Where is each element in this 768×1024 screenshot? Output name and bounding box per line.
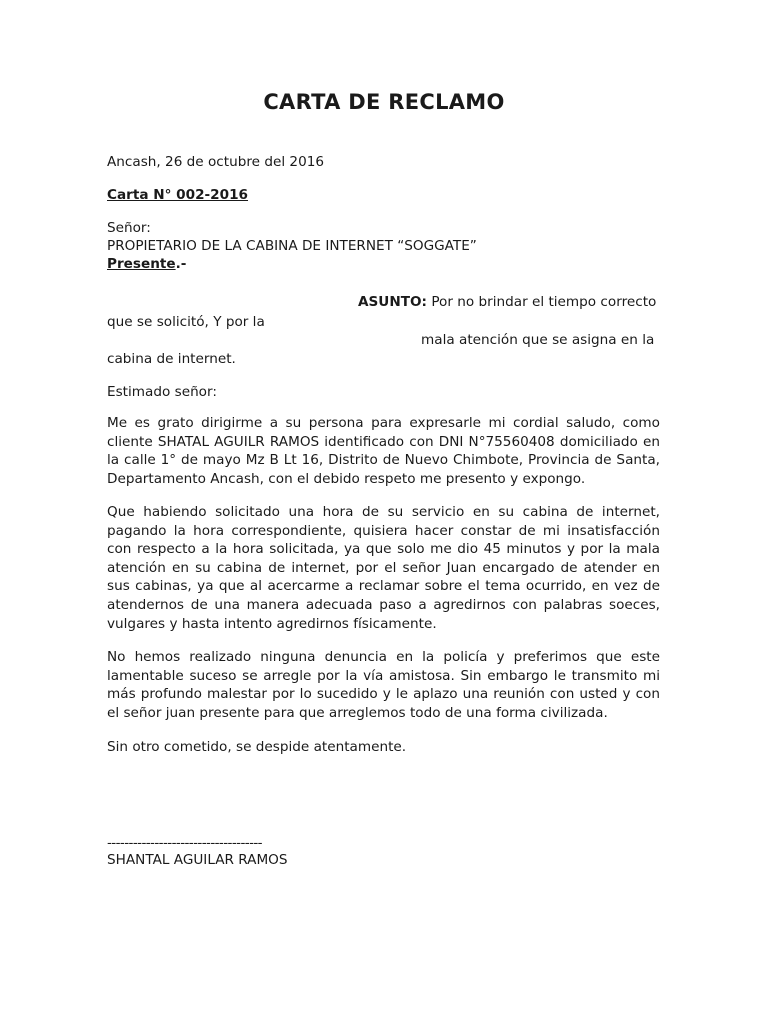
greeting: Estimado señor: [107, 384, 217, 400]
paragraph-3-line: más profundo malestar por lo sucedido y le aplazo una reunión con usted y con [107, 686, 660, 703]
paragraph-2-line: con respecto a la hora solicitada, ya que solo me dio 45 minutos y por la mala [107, 541, 660, 558]
paragraph-3-line: lamentable suceso se arregle por la vía amistosa. Sin embargo le transmito mi [107, 667, 660, 684]
recipient: PROPIETARIO DE LA CABINA DE INTERNET “SOGGATE” [107, 238, 477, 254]
paragraph-2 [107, 503, 660, 633]
paragraph-2-line: pagando la hora correspondiente, quisiera hacer constar de mi insatisfacción [107, 522, 660, 539]
paragraph-1-line: la calle 1° de mayo Mz B Lt 16, Distrito de Nuevo Chimbote, Provincia de Santa, [107, 452, 660, 469]
paragraph-2-line: Que habiendo solicitado una hora de su servicio en su cabina de internet, [107, 504, 660, 520]
presente-line [107, 255, 186, 273]
presente-suffix: .- [175, 256, 187, 272]
paragraph-3-line: el señor juan presente para que arreglemos todo de una forma civilizada. [107, 704, 608, 721]
paragraph-1-line: cliente SHATAL AGUILR RAMOS identificado con DNI N°75560408 domiciliado en [107, 433, 660, 450]
paragraph-2-line: vulgares y hasta intento agredirnos físicamente. [107, 615, 437, 632]
paragraph-2-line: sus cabinas, ya que al acercarme a reclamar sobre el tema ocurrido, en vez de [107, 578, 660, 595]
closing: Sin otro cometido, se despide atentamente. [107, 739, 407, 755]
paragraph-2-line: atención en su cabina de internet, por el señor Juan encargado de atender en [107, 559, 660, 576]
subject-text-1: Por no brindar el tiempo correcto [427, 294, 657, 310]
paragraph-2-line: atendernos de una manera adecuada paso a agredirnos con palabras soeces, [107, 596, 660, 613]
subject-line-3: mala atención que se asigna en la [421, 332, 655, 348]
presente-word: Presente [107, 256, 176, 272]
subject-line-1 [358, 293, 656, 311]
signature-name: SHANTAL AGUILAR RAMOS [107, 852, 288, 868]
letter-title: CARTA DE RECLAMO [263, 90, 505, 114]
place-date: Ancash, 26 de octubre del 2016 [107, 154, 325, 170]
signature-line: ------------------------------------ [107, 835, 262, 851]
letter-number: Carta N° 002-2016 [107, 187, 249, 203]
paragraph-1-line: Departamento Ancash, con el debido respeto me presento y expongo. [107, 470, 586, 487]
paragraph-3-line: No hemos realizado ninguna denuncia en la policía y preferimos que este [107, 649, 660, 665]
subject-line-2: que se solicitó, Y por la [107, 314, 265, 330]
salutation-to: Señor: [107, 220, 151, 236]
paragraph-3 [107, 648, 660, 722]
subject-label: ASUNTO: [358, 294, 427, 310]
paragraph-1 [107, 414, 660, 488]
paragraph-1-line: Me es grato dirigirme a su persona para expresarle mi cordial saludo, como [107, 415, 660, 431]
subject-line-4: cabina de internet. [107, 351, 236, 367]
